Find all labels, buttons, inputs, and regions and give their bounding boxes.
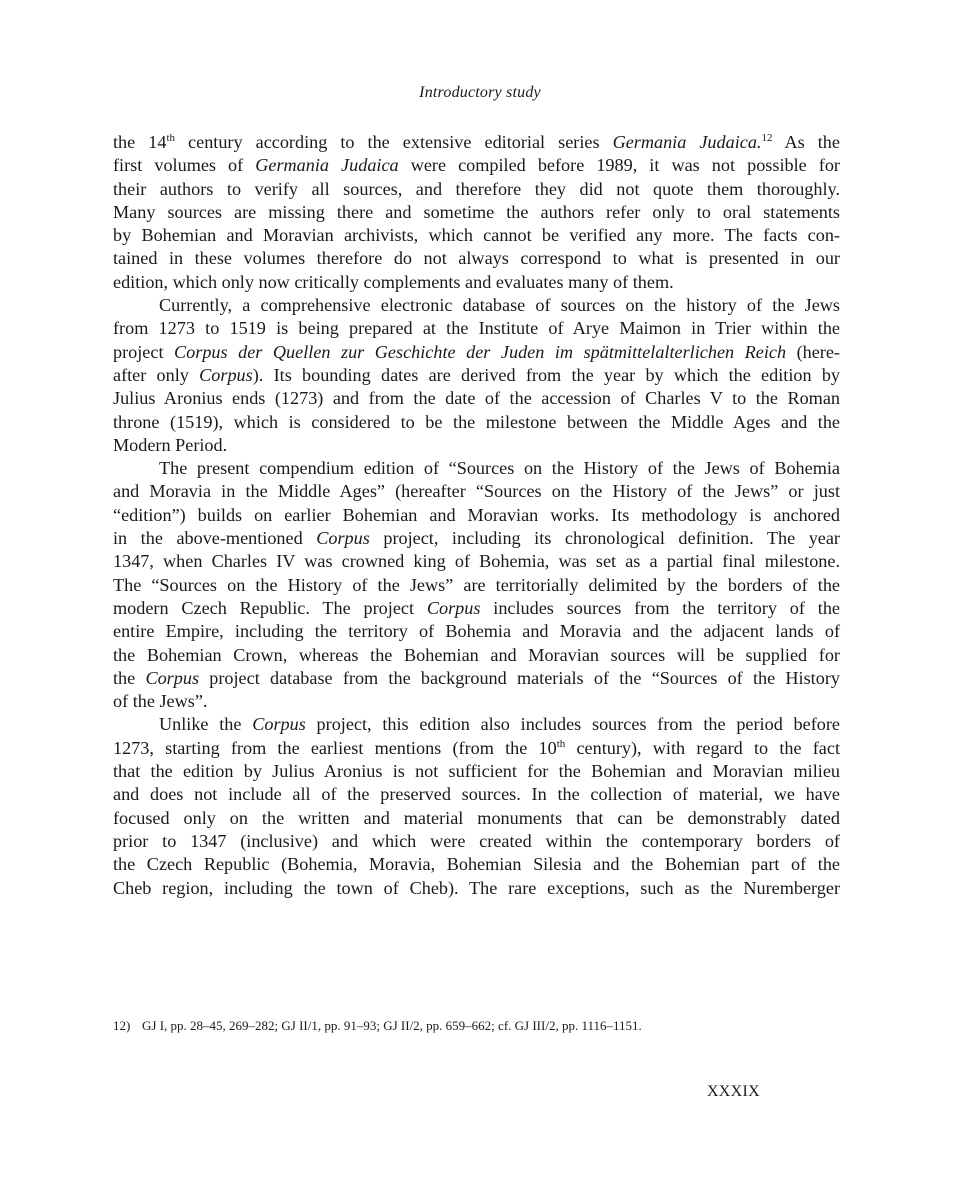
text-line: the 14th century according to the extensive editorial series Germania Judaica.$^{12}$ As the: [113, 132, 840, 152]
text-line: Many sources are missing there and sometime the authors refer only to oral statements: [113, 201, 840, 222]
text-line: and Moravia in the Middle Ages” (hereafter “Sources on the History of the Jews” or just: [113, 481, 840, 502]
text-line: edition, which only now critically complements and evaluates many of them.: [113, 271, 674, 292]
text-line: the Czech Republic (Bohemia, Moravia, Bohemian Silesia and the Bohemian part of the: [113, 854, 840, 875]
text-line: project Corpus der Quellen zur Geschichte der Juden im spätmittelalterlichen Reich (here-: [113, 341, 840, 362]
text-line: entire Empire, including the territory of Bohemia and Moravia and the adjacent lands of: [113, 621, 840, 642]
text-line: 1347, when Charles IV was crowned king of Bohemia, was set as a partial final milestone.: [113, 551, 840, 572]
text-line: tained in these volumes therefore do not always correspond to what is presented in our: [113, 248, 840, 269]
text-line: Julius Aronius ends (1273) and from the date of the accession of Charles V to the Roman: [113, 388, 840, 409]
text-line: the Corpus project database from the background materials of the “Sources of the History: [113, 667, 840, 688]
footnote: [113, 1018, 642, 1034]
superscript: th: [166, 132, 176, 144]
text-line: throne (1519), which is considered to be the milestone between the Middle Ages and the: [113, 411, 840, 432]
work-title: Corpus: [252, 714, 306, 735]
footnote-ref: 12: [761, 132, 773, 144]
text-line: and does not include all of the preserved sources. In the collection of material, we have: [113, 784, 840, 805]
text-line: modern Czech Republic. The project Corpus includes sources from the territory of the: [113, 597, 841, 618]
work-title: Corpus: [426, 597, 481, 618]
text-line: that the edition by Julius Aronius is not sufficient for the Bohemian and Moravian milieu: [113, 761, 840, 782]
paragraph-2: [113, 294, 840, 457]
text-line: by Bohemian and Moravian archivists, which cannot be verified any more. The facts con-: [113, 225, 840, 246]
work-title: Corpus: [316, 528, 370, 549]
text-line: first volumes of Germania Judaica were compiled before 1989, it was not possible for: [113, 155, 840, 176]
text-line: from 1273 to 1519 is being prepared at the Institute of Arye Maimon in Trier within the: [113, 318, 840, 339]
footnote-text: GJ I, pp. 28–45, 269–282; GJ II/1, pp. 91–93; GJ II/2, pp. 659–662; cf. GJ III/2, pp. 1116–1151.: [142, 1018, 642, 1033]
work-title: Corpus: [145, 667, 200, 688]
footnote-number: 12): [113, 1018, 131, 1033]
page-number: XXXIX: [706, 1083, 760, 1100]
text-line: 1273, starting from the earliest mentions (from the 10th century), with regard to the fact: [113, 737, 841, 758]
text-line: The present compendium edition of “Sources on the History of the Jews of Bohemia: [159, 458, 840, 479]
paragraph-1: [113, 131, 840, 294]
work-title: Germania Judaica: [255, 155, 399, 176]
text-line: focused only on the written and material monuments that can be demonstrably dated: [113, 807, 840, 828]
text-line: Cheb region, including the town of Cheb). The rare exceptions, such as the Nuremberger: [113, 877, 840, 898]
text-line: in the above-mentioned Corpus project, including its chronological definition. The year: [113, 528, 840, 549]
paragraph-4: [113, 713, 840, 899]
text-line: prior to 1347 (inclusive) and which were created within the contemporary borders of: [113, 830, 840, 851]
text-line: Modern Period.: [113, 434, 228, 455]
paragraph-3: [113, 457, 840, 713]
text-line: Unlike the Corpus project, this edition also includes sources from the period before: [159, 714, 840, 735]
text-line: their authors to verify all sources, and therefore they did not quote them thoroughly.: [113, 178, 840, 199]
text-line: “edition”) builds on earlier Bohemian and Moravian works. Its methodology is anchored: [113, 504, 840, 525]
work-title: Germania Judaica.: [612, 132, 762, 152]
text-line: The “Sources on the History of the Jews” are territorially delimited by the borders of the: [113, 574, 840, 595]
work-title: Corpus der Quellen zur Geschichte der Juden im spätmittelalterlichen Reich: [174, 341, 787, 362]
work-title: Corpus: [199, 364, 253, 385]
text-line: of the Jews”.: [113, 691, 208, 712]
text-line: Currently, a comprehensive electronic database of sources on the history of the Jews: [159, 295, 840, 316]
running-head: Introductory study: [419, 84, 541, 101]
main-text: [113, 131, 840, 900]
text-line: the Bohemian Crown, whereas the Bohemian and Moravian sources will be supplied for: [113, 644, 840, 665]
superscript: th: [556, 737, 566, 750]
text-line: after only Corpus). Its bounding dates are derived from the year by which the edition by: [113, 364, 841, 385]
